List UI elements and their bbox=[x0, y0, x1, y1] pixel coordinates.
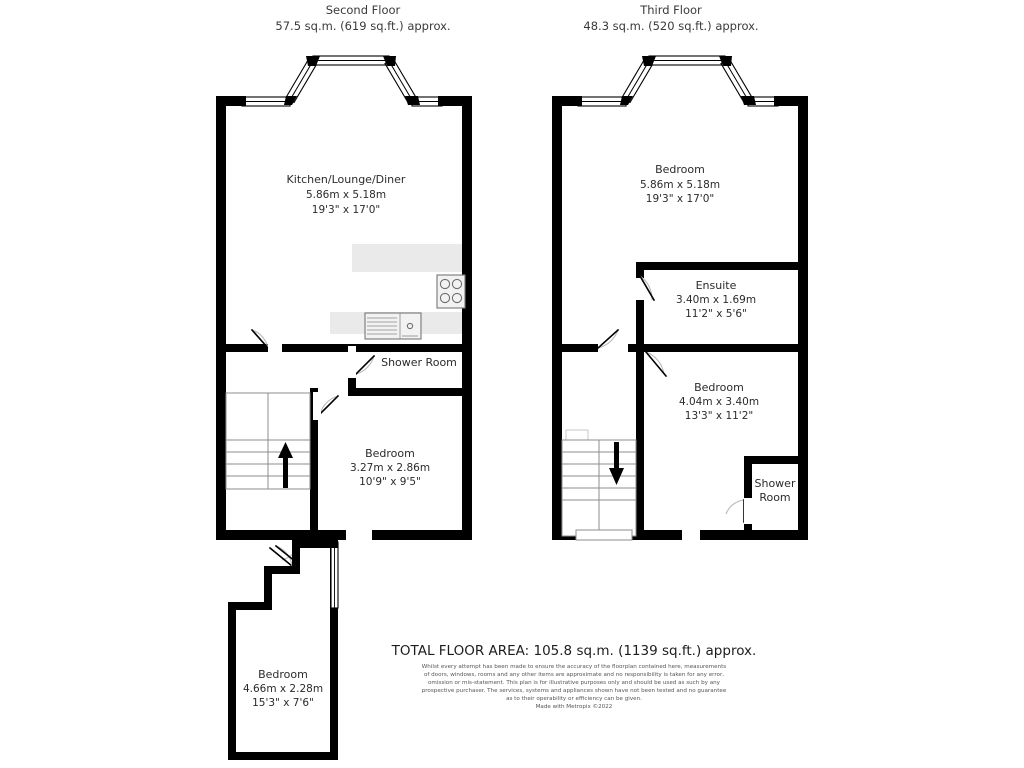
room-dim-imperial: 19'3" x 17'0" bbox=[311, 204, 381, 216]
disclaimer-line-4: prospective purchaser. The services, systems and appliances shown have not been tested and no guarantee bbox=[421, 688, 727, 694]
room-name: Ensuite bbox=[695, 279, 737, 292]
second-floor-area: 57.5 sq.m. (619 sq.ft.) approx. bbox=[275, 19, 451, 33]
room-name: Kitchen/Lounge/Diner bbox=[286, 173, 406, 186]
room-dim-metric: 3.40m x 1.69m bbox=[675, 294, 757, 306]
metropix-credit: Made with Metropix ©2022 bbox=[535, 704, 613, 710]
worktop-upper bbox=[352, 244, 462, 272]
room-dim-imperial: 19'3" x 17'0" bbox=[645, 193, 715, 205]
room-name-line2: Room bbox=[759, 491, 791, 504]
disclaimer-line-1: Whilst every attempt has been made to ensure the accuracy of the floorplan contained here, measurements bbox=[421, 664, 727, 670]
room-dim-imperial: 15'3" x 7'6" bbox=[252, 697, 314, 709]
third-floor-title: Third Floor bbox=[640, 3, 702, 17]
staircase-up bbox=[226, 393, 310, 489]
room-dim-metric: 4.04m x 3.40m bbox=[678, 396, 760, 408]
stair-landing bbox=[576, 530, 632, 540]
room-dim-imperial: 13'3" x 11'2" bbox=[684, 410, 754, 422]
room-label-shower-room-third bbox=[755, 477, 796, 504]
disclaimer-line-3: omission or mis-statement. This plan is for illustrative purposes only and should be used as such by any bbox=[428, 680, 720, 686]
room-name: Bedroom bbox=[655, 163, 705, 176]
room-dim-metric: 5.86m x 5.18m bbox=[639, 179, 721, 191]
room-name: Bedroom bbox=[365, 447, 415, 460]
staircase-down bbox=[562, 440, 636, 540]
disclaimer-line-2: of doors, windows, rooms and any other items are approximate and no responsibility is taken for any error, bbox=[423, 672, 725, 678]
second-floor-title: Second Floor bbox=[325, 3, 401, 17]
room-dim-imperial: 11'2" x 5'6" bbox=[685, 308, 747, 320]
sink-icon bbox=[365, 313, 421, 339]
room-dim-metric: 4.66m x 2.28m bbox=[242, 683, 324, 695]
room-name: Bedroom bbox=[694, 381, 744, 394]
room-label-shower-room-second: Shower Room bbox=[381, 356, 457, 369]
room-dim-imperial: 10'9" x 9'5" bbox=[359, 476, 421, 488]
room-name: Bedroom bbox=[258, 668, 308, 681]
third-floor-area: 48.3 sq.m. (520 sq.ft.) approx. bbox=[583, 19, 759, 33]
room-dim-metric: 5.86m x 5.18m bbox=[305, 189, 387, 201]
room-dim-metric: 3.27m x 2.86m bbox=[349, 462, 431, 474]
hob-icon bbox=[437, 275, 465, 308]
room-name-line1: Shower bbox=[754, 477, 796, 490]
disclaimer-line-5: as to their operability or efficiency can be given. bbox=[506, 696, 642, 702]
total-floor-area: TOTAL FLOOR AREA: 105.8 sq.m. (1139 sq.ft.) approx. bbox=[391, 643, 757, 659]
